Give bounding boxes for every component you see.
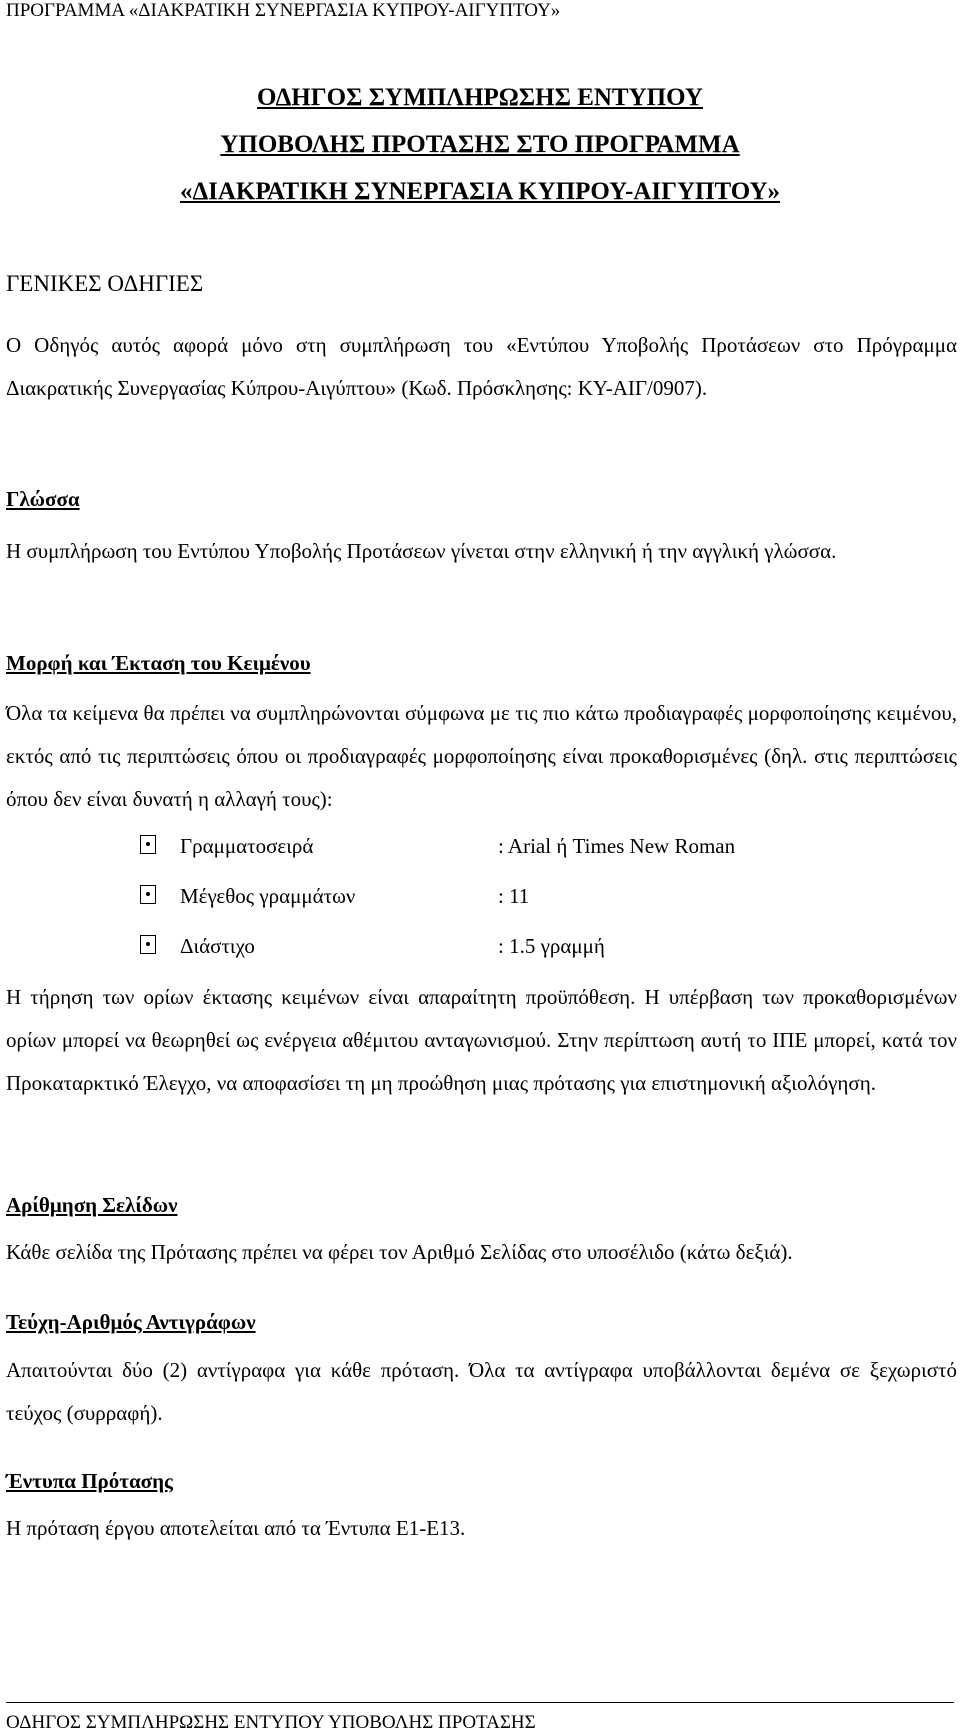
section-forms	[6, 1468, 957, 1495]
general-text: Ο Οδηγός αυτός αφορά μόνο στη συμπλήρωση του «Εντύπου Υποβολής Προτάσεων στο Πρόγραμμα Διακρατικής Συνεργασίας Κύπρου-Αιγύπτου» (Κωδ. Πρόσκλησης: ΚΥ-ΑΙΓ/0907).	[6, 333, 957, 400]
title-line-2: ΥΠΟΒΟΛΗΣ ΠΡΟΤΑΣΗΣ ΣΤΟ ΠΡΟΓΡΑΜΜΑ	[220, 131, 740, 158]
document-title	[0, 78, 960, 219]
spec-label: Διάστιχο	[180, 934, 255, 958]
spec-row-size	[6, 874, 957, 918]
section-language	[6, 486, 957, 513]
language-text: Η συμπλήρωση του Εντύπου Υποβολής Προτάσεων γίνεται στην ελληνική ή την αγγλική γλώσσα.	[6, 539, 837, 563]
copies-heading: Τεύχη-Αριθμός Αντιγράφων	[6, 1310, 256, 1334]
spec-value: : 11	[498, 884, 530, 908]
format-body	[6, 692, 957, 821]
checkbox-bullet-icon	[140, 935, 156, 954]
forms-heading: Έντυπα Πρότασης	[6, 1469, 173, 1493]
spec-value: : 1.5 γραμμή	[498, 934, 605, 958]
checkbox-bullet-icon	[140, 835, 156, 854]
language-heading: Γλώσσα	[6, 487, 80, 511]
checkbox-bullet-icon	[140, 885, 156, 904]
numbering-body	[6, 1231, 957, 1274]
footer-divider	[6, 1702, 954, 1703]
forms-text: Η πρόταση έργου αποτελείται από τα Έντυπα Ε1-Ε13.	[6, 1516, 466, 1540]
spec-row-font	[6, 824, 957, 868]
section-format	[6, 650, 957, 677]
section-general	[6, 270, 957, 297]
spec-label: Μέγεθος γραμμάτων	[180, 884, 356, 908]
running-footer: ΟΔΗΓΟΣ ΣΥΜΠΛΗΡΩΣΗΣ ΕΝΤΥΠΟΥ ΥΠΟΒΟΛΗΣ ΠΡΟΤΑΣΗΣ	[6, 1712, 536, 1733]
format-body-2	[6, 976, 957, 1105]
format-spec-list	[6, 824, 957, 974]
spec-row-spacing	[6, 924, 957, 968]
numbering-text: Κάθε σελίδα της Πρότασης πρέπει να φέρει τον Αριθμό Σελίδας στο υποσέλιδο (κάτω δεξιά).	[6, 1240, 793, 1264]
section-numbering	[6, 1192, 957, 1219]
spec-value: : Arial ή Times New Roman	[498, 834, 736, 858]
language-body	[6, 530, 957, 573]
numbering-heading: Αρίθμηση Σελίδων	[6, 1193, 178, 1217]
spec-label: Γραμματοσειρά	[180, 834, 314, 858]
title-line-3: «ΔΙΑΚΡΑΤΙΚΗ ΣΥΝΕΡΓΑΣΙΑ ΚΥΠΡΟΥ-ΑΙΓΥΠΤΟΥ»	[179, 178, 781, 205]
running-header: ΠΡΟΓΡΑΜΜΑ «ΔΙΑΚΡΑΤΙΚΗ ΣΥΝΕΡΓΑΣΙΑ ΚΥΠΡΟΥ-ΑΙΓΥΠΤΟΥ»	[6, 0, 561, 21]
format-text-2: Η τήρηση των ορίων έκτασης κειμένων είναι απαραίτητη προϋπόθεση. Η υπέρβαση των προκαθορισμένων ορίων μπορεί να θεωρηθεί ως ενέργεια αθέμιτου ανταγωνισμού. Στην περίπτωση αυτή το ΙΠΕ μπορεί, κατά τον Προκαταρκτικό Έλεγχο, να αποφασίσει τη μη προώθηση μιας πρότασης για επιστημονική αξιολόγηση.	[6, 985, 957, 1095]
general-body	[6, 324, 957, 410]
format-heading: Μορφή και Έκταση του Κειμένου	[6, 651, 311, 675]
forms-body	[6, 1507, 957, 1550]
title-line-1: ΟΔΗΓΟΣ ΣΥΜΠΛΗΡΩΣΗΣ ΕΝΤΥΠΟΥ	[257, 84, 703, 111]
format-text: Όλα τα κείμενα θα πρέπει να συμπληρώνονται σύμφωνα με τις πιο κάτω προδιαγραφές μορφοποίησης κειμένου, εκτός από τις περιπτώσεις όπου οι προδιαγραφές μορφοποίησης είναι προκαθορισμένες (δηλ. στις περιπτώσεις όπου δεν είναι δυνατή η αλλαγή τους):	[6, 701, 957, 811]
section-copies	[6, 1309, 957, 1336]
copies-text: Απαιτούνται δύο (2) αντίγραφα για κάθε πρόταση. Όλα τα αντίγραφα υποβάλλονται δεμένα σε ξεχωριστό τεύχος (συρραφή).	[6, 1358, 957, 1425]
copies-body	[6, 1349, 957, 1435]
general-heading: ΓΕΝΙΚΕΣ ΟΔΗΓΙΕΣ	[6, 271, 204, 296]
